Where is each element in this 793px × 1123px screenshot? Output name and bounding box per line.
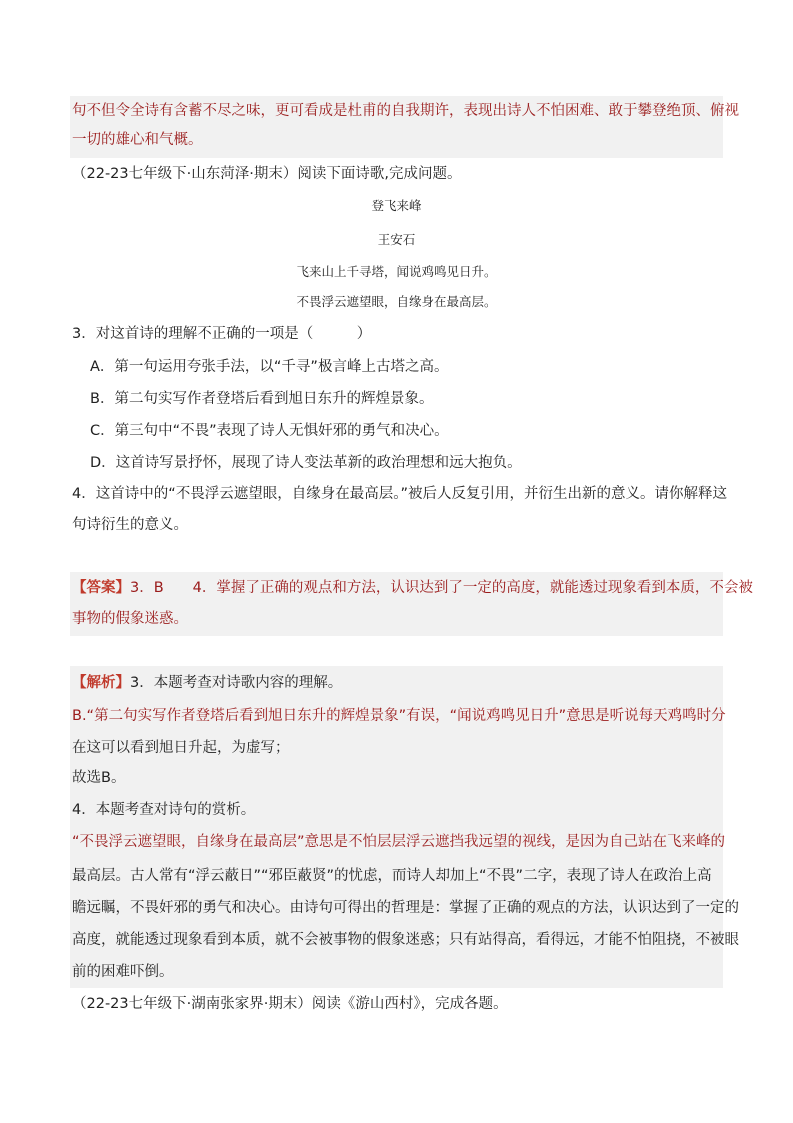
analysis-line-5: 4．本题考查对诗句的赏析。	[72, 802, 256, 818]
poem-title: 登飞来峰	[371, 198, 422, 213]
analysis-line-7: 最高层。古人常有“浮云蔽日”“邪臣蔽贤”的忧虑，而诗人却加上“不畏”二字，表现了诗人在政治上高	[72, 868, 712, 884]
question-3-option-b: B．第二句实写作者登塔后看到旭日东升的辉煌景象。	[90, 391, 434, 407]
question-3-option-a: A．第一句运用夸张手法，以“千寻”极言峰上古塔之高。	[90, 359, 449, 375]
answer-tag: 【答案】	[72, 580, 130, 596]
top-text-line-1: 句不但令全诗有含蓄不尽之味，更可看成是杜甫的自我期许，表现出诗人不怕困难、敢于攀登绝顶、俯视	[72, 103, 739, 119]
question-3-stem: 3．对这首诗的理解不正确的一项是（ ）	[72, 326, 372, 342]
question-4-line-1: 4．这首诗中的“不畏浮云遮望眼，自缘身在最高层。”被后人反复引用，并衍生出新的意义。请你解释这	[72, 486, 727, 502]
poem-line-2: 不畏浮云遮望眼，自缘身在最高层。	[296, 294, 497, 309]
answer-line-2: 事物的假象迷惑。	[72, 611, 188, 627]
top-text-line-2: 一切的雄心和气概。	[72, 132, 203, 148]
poem-line-1: 飞来山上千寻塔，闻说鸡鸣见日升。	[296, 264, 497, 279]
analysis-line-10: 前的困难吓倒。	[72, 964, 174, 980]
analysis-line-9: 高度，就能透过现象看到本质，就不会被事物的假象迷惑；只有站得高，看得远，才能不怕阻挠，不被眼	[72, 932, 739, 948]
analysis-line-8: 瞻远瞩，不畏奸邪的勇气和决心。由诗句可得出的哲理是：掌握了正确的观点的方法，认识达到了一定的	[72, 900, 739, 916]
analysis-tag: 【解析】	[72, 675, 130, 691]
analysis-line-4: 故选B。	[72, 770, 126, 786]
analysis-line-1	[72, 673, 342, 693]
analysis-line-6: “不畏浮云遮望眼，自缘身在最高层”意思是不怕层层浮云遮挡我远望的视线，是因为自己站在飞来峰的	[72, 834, 726, 850]
question-3-option-d: D．这首诗写景抒怀，展现了诗人变法革新的政治理想和远大抱负。	[90, 455, 522, 471]
answer-text-1: 3．B 4．掌握了正确的观点和方法，认识达到了一定的高度，就能透过现象看到本质，不会被	[130, 580, 753, 596]
analysis-line-3: 在这可以看到旭日升起，为虚写；	[72, 740, 290, 756]
source-line-1: （22-23七年级下·山东菏泽·期末）阅读下面诗歌,完成问题。	[72, 166, 462, 182]
source-line-2: （22-23七年级下·湖南张家界·期末）阅读《游山西村》，完成各题。	[72, 996, 508, 1012]
answer-line-1	[72, 578, 753, 598]
analysis-line-2: B.“第二句实写作者登塔后看到旭日东升的辉煌景象”有误，“闻说鸡鸣见日升”意思是听说每天鸡鸣时分	[72, 708, 726, 724]
poem-author: 王安石	[377, 232, 416, 247]
question-3-option-c: C．第三句中“不畏”表现了诗人无惧奸邪的勇气和决心。	[90, 423, 449, 439]
question-4-line-2: 句诗衍生的意义。	[72, 517, 188, 533]
analysis-text-1: 3．本题考查对诗歌内容的理解。	[130, 675, 343, 691]
